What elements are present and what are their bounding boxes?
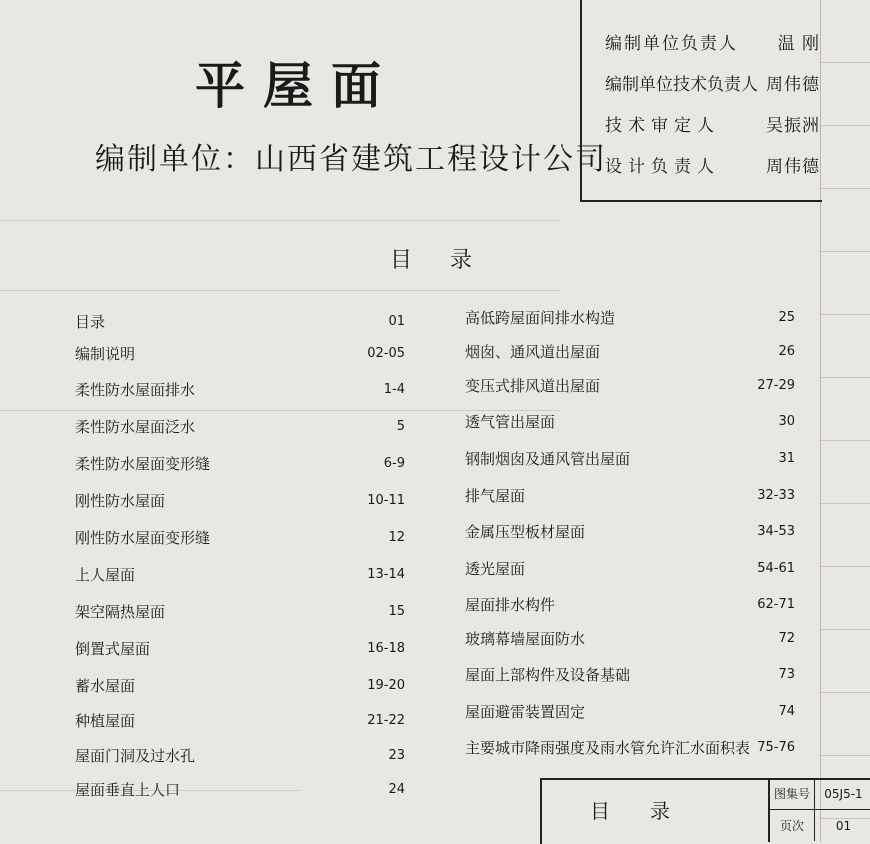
- toc-entry-page: 32-33: [757, 487, 795, 503]
- toc-entry-page: 34-53: [757, 523, 795, 539]
- toc-entry[interactable]: [465, 374, 795, 396]
- toc-entry-title: 屋面垂直上人口: [75, 780, 181, 799]
- toc-entry[interactable]: [465, 447, 795, 469]
- toc-entry-title: 屋面上部构件及设备基础: [465, 665, 631, 684]
- toc-entry-page: 13-14: [367, 566, 405, 582]
- atlas-number-value: 05J5-1: [824, 786, 863, 801]
- toc-entry-title: 透气管出屋面: [465, 412, 556, 431]
- page-title: 平屋面: [195, 57, 399, 115]
- toc-entry[interactable]: [75, 563, 405, 585]
- toc-entry-page: 26: [778, 343, 795, 359]
- responsible-name: 吴振洲: [766, 115, 820, 136]
- responsible-role: 技术审定人: [605, 115, 720, 136]
- toc-entry-title: 屋面门洞及过水孔: [75, 746, 196, 765]
- responsible-name: 周伟德: [766, 74, 820, 95]
- toc-entry[interactable]: [75, 415, 405, 437]
- toc-entry-page: 16-18: [367, 640, 405, 656]
- responsible-row: [605, 149, 820, 179]
- responsible-row: [605, 108, 820, 138]
- toc-entry[interactable]: [75, 674, 405, 696]
- toc-entry-page: 02-05: [367, 345, 405, 361]
- toc-entry[interactable]: [465, 484, 795, 506]
- toc-entry-title: 架空隔热屋面: [75, 602, 166, 621]
- toc-entry-title: 玻璃幕墙屋面防水: [465, 629, 586, 648]
- toc-entry[interactable]: [75, 489, 405, 511]
- toc-entry[interactable]: [465, 700, 795, 722]
- toc-entry-title: 柔性防水屋面排水: [75, 380, 196, 399]
- toc-entry[interactable]: [75, 778, 405, 800]
- toc-entry[interactable]: [75, 744, 405, 766]
- bleed-line: [0, 220, 560, 221]
- toc-entry-page: 1-4: [383, 381, 405, 397]
- responsible-name: 温 刚: [777, 33, 820, 54]
- toc-entry[interactable]: [465, 736, 795, 758]
- toc-heading-left: 目: [390, 248, 413, 273]
- toc-entry-page: 62-71: [757, 596, 795, 612]
- responsible-role: 编制单位负责人: [605, 33, 738, 54]
- toc-entry[interactable]: [75, 637, 405, 659]
- toc-entry-title: 编制说明: [75, 344, 136, 363]
- toc-entry[interactable]: [75, 600, 405, 622]
- page-number-row: [770, 810, 870, 841]
- toc-entry[interactable]: [75, 310, 405, 332]
- page-number-key: 页次: [770, 810, 815, 841]
- toc-entry-page: 10-11: [367, 492, 405, 508]
- toc-entry-page: 54-61: [757, 560, 795, 576]
- toc-entry-title: 变压式排风道出屋面: [465, 376, 601, 395]
- toc-entry-title: 刚性防水屋面变形缝: [75, 528, 211, 547]
- toc-entry-title: 刚性防水屋面: [75, 491, 166, 510]
- toc-entry-title: 钢制烟囱及通风管出屋面: [465, 449, 631, 468]
- toc-entry-page: 5: [396, 418, 405, 434]
- toc-entry[interactable]: [75, 342, 405, 364]
- toc-entry[interactable]: [75, 526, 405, 548]
- toc-entry-page: 27-29: [757, 377, 795, 393]
- toc-entry-title: 排气屋面: [465, 486, 526, 505]
- toc-entry-page: 30: [778, 413, 795, 429]
- toc-entry-title: 屋面避雷装置固定: [465, 702, 586, 721]
- title-block-label: 目录: [590, 799, 710, 823]
- page-number-value: 01: [835, 818, 852, 833]
- toc-entry-page: 72: [778, 630, 795, 646]
- toc-entry-page: 19-20: [367, 677, 405, 693]
- toc-entry[interactable]: [465, 520, 795, 542]
- responsible-role: 设计负责人: [605, 156, 720, 177]
- toc-entry-title: 金属压型板材屋面: [465, 522, 586, 541]
- toc-entry-title: 蓄水屋面: [75, 676, 136, 695]
- bleed-line: [0, 290, 560, 291]
- toc-entry-page: 75-76: [757, 739, 795, 755]
- toc-entry-title: 透光屋面: [465, 559, 526, 578]
- toc-entry[interactable]: [75, 709, 405, 731]
- toc-entry-page: 74: [778, 703, 795, 719]
- toc-entry[interactable]: [75, 452, 405, 474]
- toc-entry-title: 倒置式屋面: [75, 639, 151, 658]
- toc-entry-title: 屋面排水构件: [465, 595, 556, 614]
- toc-entry-page: 12: [388, 529, 405, 545]
- toc-entry[interactable]: [465, 410, 795, 432]
- toc-entry-page: 25: [778, 309, 795, 325]
- toc-entry-title: 种植屋面: [75, 711, 136, 730]
- toc-entry[interactable]: [465, 593, 795, 615]
- toc-entry-page: 01: [388, 313, 405, 329]
- toc-entry-page: 24: [388, 781, 405, 797]
- toc-entry-title: 目录: [75, 312, 106, 331]
- right-margin-frame: [820, 0, 870, 842]
- toc-entry-page: 15: [388, 603, 405, 619]
- title-block-grid: [768, 778, 870, 842]
- toc-entry[interactable]: [465, 627, 795, 649]
- toc-entry[interactable]: [465, 340, 795, 362]
- toc-entry-title: 柔性防水屋面泛水: [75, 417, 196, 436]
- toc-entry[interactable]: [75, 378, 405, 400]
- toc-entry-title: 高低跨屋面间排水构造: [465, 308, 616, 327]
- atlas-number-key: 图集号: [770, 778, 815, 809]
- toc-entry-title: 柔性防水屋面变形缝: [75, 454, 211, 473]
- toc-entry-page: 31: [778, 450, 795, 466]
- toc-entry[interactable]: [465, 557, 795, 579]
- toc-entry[interactable]: [465, 306, 795, 328]
- atlas-number-row: [770, 778, 870, 810]
- responsible-row: [605, 67, 820, 97]
- toc-heading-right: 录: [450, 248, 473, 273]
- toc-entry-page: 6-9: [383, 455, 405, 471]
- toc-entry-title: 烟囱、通风道出屋面: [465, 342, 601, 361]
- responsible-role: 编制单位技术负责人: [605, 74, 758, 95]
- toc-entry-page: 21-22: [367, 712, 405, 728]
- toc-entry-page: 73: [778, 666, 795, 682]
- toc-entry-page: 23: [388, 747, 405, 763]
- toc-entry[interactable]: [465, 663, 795, 685]
- responsible-name: 周伟德: [766, 156, 820, 177]
- compiler-unit: 编制单位：山西省建筑工程设计公司: [95, 142, 607, 177]
- toc-entry-title: 上人屋面: [75, 565, 136, 584]
- toc-entry-title: 主要城市降雨强度及雨水管允许汇水面积表: [465, 738, 751, 757]
- responsible-row: [605, 26, 820, 56]
